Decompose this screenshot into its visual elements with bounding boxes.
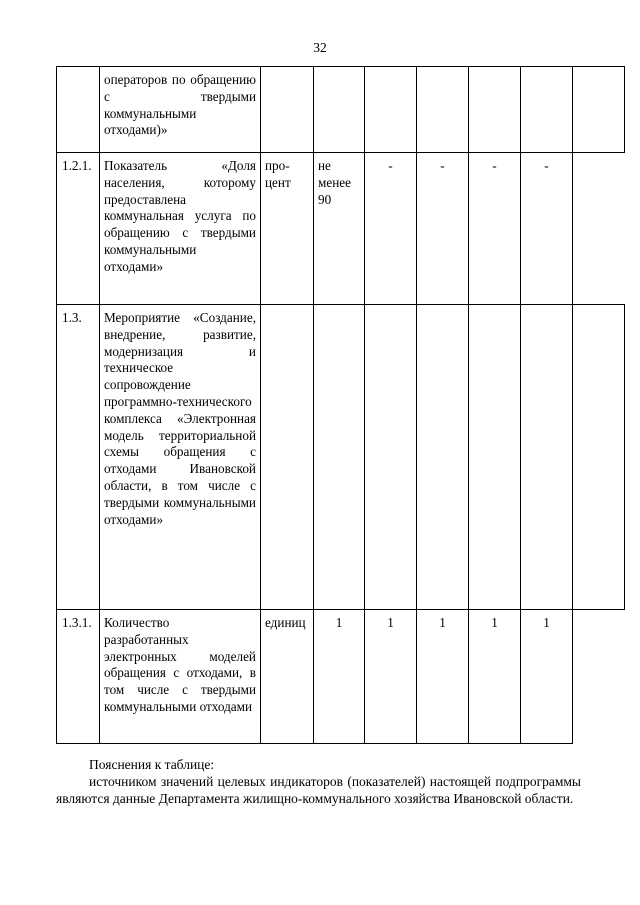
table-row [57,153,625,305]
unit-cell: про-цент [261,153,314,305]
value-cell [417,305,469,610]
row-number-cell [57,67,100,153]
target-cell [314,67,365,153]
value-cell [521,305,573,610]
value-cell [469,305,521,610]
value-cell [521,67,573,153]
unit-cell [261,67,314,153]
row-number-cell: 1.3.1. [57,610,100,744]
row-number-cell: 1.2.1. [57,153,100,305]
value-cell: 1 [365,610,417,744]
value-cell [573,305,625,610]
target-cell: не менее 90 [314,153,365,305]
page-number: 32 [313,40,327,55]
notes-heading: Пояснения к таблице: [89,757,215,772]
value-cell: - [521,153,573,305]
table-row [57,67,625,153]
value-cell [365,305,417,610]
value-cell: - [365,153,417,305]
table-notes [56,756,581,807]
notes-text: источником значений целевых индикаторов (показателей) настоящей подпрограммы являются данные Департамента жилищно-коммунального хозяйства Ивановской области. [56,774,581,806]
row-name-cell: Мероприятие «Создание, внедрение, развитие, модернизация и техническое сопровождение программно-технического комплекса «Электронная модель территориальной схемы обращения с отходами Ивановской области, в том числе с твердыми коммунальными отходами» [100,305,261,610]
value-cell: - [469,153,521,305]
value-cell [469,67,521,153]
row-name-cell: Количество разработанных электронных моделей обращения с отходами, в том числе с твердыми коммунальными отходами [100,610,261,744]
value-cell [573,67,625,153]
unit-cell: единиц [261,610,314,744]
unit-cell [261,305,314,610]
value-cell: 1 [469,610,521,744]
target-cell [314,305,365,610]
table-row [57,305,625,610]
target-cell: 1 [314,610,365,744]
value-cell: 1 [521,610,573,744]
row-name-cell: Показатель «Доля населения, которому предоставлена коммунальная услуга по обращению с твердыми коммунальными отходами» [100,153,261,305]
value-cell [365,67,417,153]
value-cell: - [417,153,469,305]
table-row [57,610,625,744]
value-cell [417,67,469,153]
row-name-cell: операторов по обращению с твердыми коммунальными отходами)» [100,67,261,153]
row-number-cell: 1.3. [57,305,100,610]
indicators-table [56,66,625,744]
value-cell: 1 [417,610,469,744]
